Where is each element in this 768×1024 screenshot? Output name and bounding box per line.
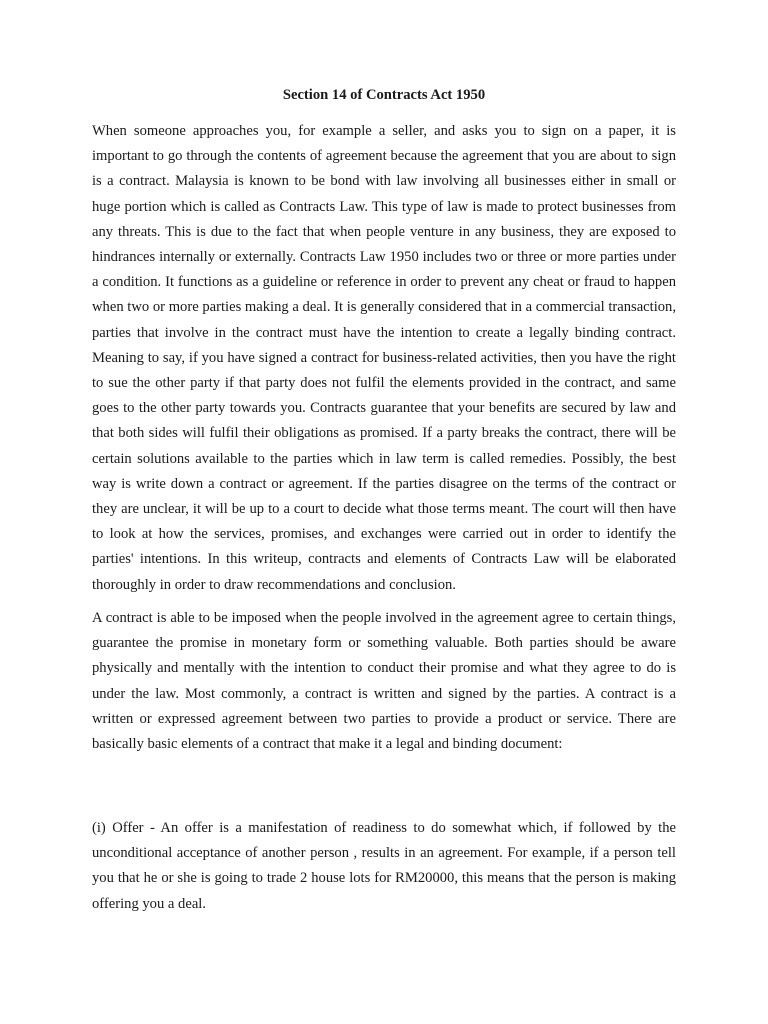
paragraph-introduction: When someone approaches you, for example a seller, and asks you to sign on a paper, it is important to go through the contents of agreement because the agreement that you are about to sign is a contract. Malaysia is known to be bond with law involving all businesses either in small or huge portion which is called as Contracts Law. This type of law is made to protect businesses from any threats. This is due to the fact that when people venture in any business, they are exposed to hindrances internally or externally. Contracts Law 1950 includes two or three or more parties under a condition. It functions as a guideline or reference in order to prevent any cheat or fraud to happen when two or more parties making a deal. It is generally considered that in a commercial transaction, parties that involve in the contract must have the intention to create a legally binding contract. Meaning to say, if you have signed a contract for business-related activities, then you have the right to sue the other party if that party does not fulfil the elements provided in the contract, and same goes to the other party towards you. Contracts guarantee that your benefits are secured by law and that both sides will fulfil their obligations as promised. If a party breaks the contract, there will be certain solutions available to the parties which in law term is called remedies. Possibly, the best way is write down a contract or agreement. If the parties disagree on the terms of the contract or they are unclear, it will be up to a court to decide what those terms meant. The court will then have to look at how the services, promises, and exchanges were carried out in order to identify the parties' intentions. In this writeup, contracts and elements of Contracts Law will be elaborated thoroughly in order to draw recommendations and conclusion. — [92, 123, 676, 593]
paragraph-contract-elements: A contract is able to be imposed when the people involved in the agreement agree to certain things, guarantee the promise in monetary form or something valuable. Both parties should be aware physically and mentally with the intention to conduct their promise and what they agree to do is under the law. Most commonly, a contract is written and signed by the parties. A contract is a written or expressed agreement between two parties to provide a product or service. There are basically basic elements of a contract that make it a legal and binding document: — [92, 610, 676, 753]
paragraph-offer: (i) Offer - An offer is a manifestation of readiness to do somewhat which, if followed by the unconditional acceptance of another person , results in an agreement. For example, if a person tell you that he or she is going to trade 2 house lots for RM20000, this means that the person is making offering you a deal. — [92, 820, 676, 912]
document-title: Section 14 of Contracts Act 1950 — [282, 87, 486, 103]
